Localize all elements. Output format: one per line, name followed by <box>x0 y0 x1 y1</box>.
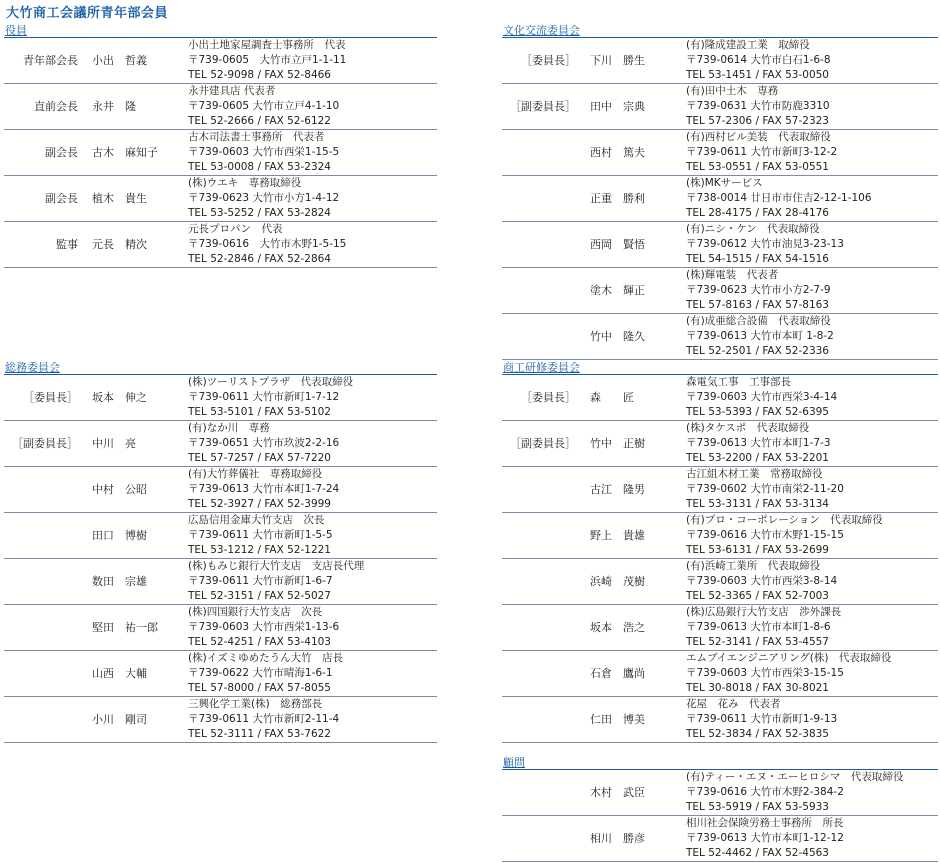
member-row <box>4 222 437 268</box>
member-tel: TEL 57-7257 / FAX 57-7220 <box>188 452 331 464</box>
member-address: 〒739-0611 大竹市新町1-9-13 <box>686 713 838 725</box>
member-address: 〒739-0603 大竹市西栄3-4-14 <box>686 391 838 403</box>
member-role <box>502 770 590 815</box>
section-heading: 顧問 <box>502 756 938 770</box>
member-role <box>4 697 92 742</box>
member-info <box>188 513 333 558</box>
member-company: 相川社会保険労務士事務所 所長 <box>686 817 844 829</box>
member-role <box>4 651 92 696</box>
member-company: 古江組木材工業 常務取締役 <box>686 468 823 480</box>
member-info <box>686 314 834 359</box>
member-company: (株)広島銀行大竹支店 渉外課長 <box>686 606 842 618</box>
member-row <box>4 421 437 467</box>
member-address: 〒739-0602 大竹市南栄2-11-20 <box>686 483 844 495</box>
member-info <box>188 176 339 221</box>
member-role: ［副委員長］ <box>12 437 78 450</box>
member-address: 〒739-0613 大竹市本町1-7-3 <box>686 437 831 449</box>
member-name: 竹中 正樹 <box>590 437 645 450</box>
member-role <box>4 605 92 650</box>
member-name: 西村 篤夫 <box>590 146 645 159</box>
member-info <box>686 816 844 861</box>
member-info <box>686 770 903 815</box>
member-tel: TEL 53-1212 / FAX 52-1221 <box>188 544 331 556</box>
section-officers <box>4 24 437 268</box>
member-role: ［委員長］ <box>521 54 576 67</box>
member-role <box>4 467 92 512</box>
member-company: (有)西村ビル美装 代表取締役 <box>686 131 831 143</box>
member-row <box>502 38 938 84</box>
member-tel: TEL 52-4462 / FAX 52-4563 <box>686 847 829 859</box>
member-role <box>502 513 590 558</box>
member-company: エムブイエンジニアリング(株) 代表取締役 <box>686 652 892 664</box>
member-name: 元長 精次 <box>92 238 147 251</box>
member-name: 小出 哲義 <box>92 54 147 67</box>
member-row <box>502 697 938 743</box>
member-tel: TEL 52-2501 / FAX 52-2336 <box>686 345 829 357</box>
member-role: ［委員長］ <box>23 391 78 404</box>
member-tel: TEL 52-2666 / FAX 52-6122 <box>188 115 331 127</box>
member-info <box>188 38 346 83</box>
member-role: ［委員長］ <box>521 391 576 404</box>
section-commerce-training <box>502 361 938 743</box>
member-name: 浜崎 茂樹 <box>590 575 645 588</box>
member-address: 〒739-0603 大竹市西栄3-8-14 <box>686 575 838 587</box>
member-company: (株)四国銀行大竹支店 次長 <box>188 606 323 618</box>
member-name: 永井 隆 <box>92 100 136 113</box>
member-name: 中川 亮 <box>92 437 136 450</box>
member-info <box>686 130 837 175</box>
member-row <box>502 421 938 467</box>
member-role <box>502 222 590 267</box>
member-info <box>686 559 837 604</box>
member-role <box>4 559 92 604</box>
member-tel: TEL 52-2846 / FAX 52-2864 <box>188 253 331 265</box>
member-tel: TEL 53-1451 / FAX 53-0050 <box>686 69 829 81</box>
member-info <box>188 697 339 742</box>
member-name: 森 匠 <box>590 391 634 404</box>
member-address: 〒739-0603 大竹市西栄3-15-15 <box>686 667 844 679</box>
member-company: (株)輝電装 代表者 <box>686 269 779 281</box>
member-row <box>502 130 938 176</box>
member-role: 監事 <box>56 238 78 251</box>
member-role <box>4 513 92 558</box>
member-name: 西岡 賢悟 <box>590 238 645 251</box>
member-info <box>188 421 339 466</box>
member-row <box>4 651 437 697</box>
member-tel: TEL 28-4175 / FAX 28-4176 <box>686 207 829 219</box>
section-heading: 総務委員会 <box>4 361 437 375</box>
member-company: (有)浜崎工業所 代表取締役 <box>686 560 821 572</box>
member-tel: TEL 52-3834 / FAX 52-3835 <box>686 728 829 740</box>
member-role <box>502 605 590 650</box>
member-tel: TEL 52-9098 / FAX 52-8466 <box>188 69 331 81</box>
member-tel: TEL 53-0551 / FAX 53-0551 <box>686 161 829 173</box>
member-role <box>502 314 590 359</box>
member-role: 副会長 <box>45 192 78 205</box>
member-company: (株)タケスポ 代表取締役 <box>686 422 810 434</box>
member-address: 〒739-0611 大竹市新町3-12-2 <box>686 146 838 158</box>
member-name: 仁田 博美 <box>590 713 645 726</box>
member-tel: TEL 53-5252 / FAX 53-2824 <box>188 207 331 219</box>
member-info <box>686 513 883 558</box>
member-address: 〒739-0603 大竹市西栄1-13-6 <box>188 621 340 633</box>
member-company: 古木司法書士事務所 代表者 <box>188 131 325 143</box>
member-name: 中村 公昭 <box>92 483 147 496</box>
member-name: 古木 麻知子 <box>92 146 158 159</box>
member-tel: TEL 57-2306 / FAX 57-2323 <box>686 115 829 127</box>
member-company: (有)ティー・エヌ・エーヒロシマ 代表取締役 <box>686 771 904 783</box>
member-info <box>686 651 891 696</box>
member-company: 永井建具店 代表者 <box>188 85 276 97</box>
member-name: 堅田 祐一郎 <box>92 621 158 634</box>
member-row <box>502 268 938 314</box>
member-company: (有)なか川 専務 <box>188 422 270 434</box>
member-tel: TEL 30-8018 / FAX 30-8021 <box>686 682 829 694</box>
member-name: 正重 勝利 <box>590 192 645 205</box>
member-info <box>188 222 346 267</box>
member-row <box>502 84 938 130</box>
member-row <box>4 605 437 651</box>
member-company: 森電気工事 工事部長 <box>686 376 791 388</box>
member-tel: TEL 52-3141 / FAX 53-4557 <box>686 636 829 648</box>
member-address: 〒739-0616 大竹市木野2-384-2 <box>686 786 844 798</box>
member-row <box>502 651 938 697</box>
member-info <box>686 697 837 742</box>
member-tel: TEL 54-1515 / FAX 54-1516 <box>686 253 829 265</box>
member-row <box>4 130 437 176</box>
member-name: 植木 貴生 <box>92 192 147 205</box>
member-row <box>502 816 938 862</box>
section-general-affairs <box>4 361 437 743</box>
member-tel: TEL 53-3131 / FAX 53-3134 <box>686 498 829 510</box>
member-company: 広島信用金庫大竹支店 次長 <box>188 514 325 526</box>
member-row <box>502 559 938 605</box>
member-row <box>502 467 938 513</box>
member-role <box>502 816 590 861</box>
member-company: (株)ツーリストプラザ 代表取締役 <box>188 376 354 388</box>
member-row <box>4 513 437 559</box>
member-role: 副会長 <box>45 146 78 159</box>
member-name: 下川 勝生 <box>590 54 645 67</box>
member-info <box>686 421 831 466</box>
member-tel: TEL 53-5393 / FAX 52-6395 <box>686 406 829 418</box>
member-address: 〒739-0611 大竹市新町1-6-7 <box>188 575 333 587</box>
member-row <box>4 176 437 222</box>
member-tel: TEL 52-3365 / FAX 52-7003 <box>686 590 829 602</box>
member-address: 〒739-0613 大竹市本町 1-8-2 <box>686 330 834 342</box>
member-company: 小出土地家屋調査士事務所 代表 <box>188 39 346 51</box>
member-tel: TEL 52-3111 / FAX 53-7622 <box>188 728 331 740</box>
member-company: 三興化学工業(株) 総務部長 <box>188 698 323 710</box>
member-name: 数田 宗雄 <box>92 575 147 588</box>
member-name: 山西 大輔 <box>92 667 147 680</box>
member-address: 〒739-0611 大竹市新町1-5-5 <box>188 529 333 541</box>
member-address: 〒739-0611 大竹市新町1-7-12 <box>188 391 340 403</box>
member-company: (有)隆成建設工業 取締役 <box>686 39 810 51</box>
member-info <box>686 176 872 221</box>
member-role <box>502 559 590 604</box>
member-address: 〒739-0622 大竹市晴海1-6-1 <box>188 667 333 679</box>
member-address: 〒739-0612 大竹市油見3-23-13 <box>686 238 844 250</box>
section-cultural-exchange <box>502 24 938 360</box>
member-address: 〒739-0613 大竹市本町1-8-6 <box>686 621 831 633</box>
member-company: (有)ニシ・ケン 代表取締役 <box>686 223 820 235</box>
member-role <box>502 176 590 221</box>
member-info <box>188 605 339 650</box>
member-address: 〒739-0613 大竹市本町1-12-12 <box>686 832 844 844</box>
member-address: 〒739-0605 大竹市立戸4-1-10 <box>188 100 340 112</box>
member-tel: TEL 53-5101 / FAX 53-5102 <box>188 406 331 418</box>
member-info <box>686 467 844 512</box>
member-row <box>4 467 437 513</box>
member-address: 〒739-0603 大竹市西栄1-15-5 <box>188 146 340 158</box>
member-address: 〒738-0014 廿日市市住吉2-12-1-106 <box>686 192 872 204</box>
member-info <box>188 651 343 696</box>
member-company: (株)もみじ銀行大竹支店 支店長代理 <box>188 560 365 572</box>
member-row <box>502 176 938 222</box>
member-info <box>686 38 831 83</box>
member-row <box>4 697 437 743</box>
member-name: 小川 剛司 <box>92 713 147 726</box>
member-tel: TEL 53-5919 / FAX 53-5933 <box>686 801 829 813</box>
page-title: 大竹商工会議所青年部会員 <box>6 6 169 21</box>
member-role: 直前会長 <box>34 100 78 113</box>
member-row <box>4 38 437 84</box>
member-address: 〒739-0623 大竹市小方1-4-12 <box>188 192 340 204</box>
member-row <box>502 222 938 268</box>
member-info <box>188 559 364 604</box>
member-name: 石倉 鷹尚 <box>590 667 645 680</box>
member-company: (株)ウエキ 専務取締役 <box>188 177 302 189</box>
member-info <box>686 605 841 650</box>
member-row <box>502 375 938 421</box>
member-tel: TEL 53-6131 / FAX 53-2699 <box>686 544 829 556</box>
member-tel: TEL 53-0008 / FAX 53-2324 <box>188 161 331 173</box>
member-row <box>502 513 938 559</box>
member-role: ［副委員長］ <box>510 437 576 450</box>
member-name: 塗木 輝正 <box>590 284 645 297</box>
member-row <box>502 770 938 816</box>
member-info <box>686 222 844 267</box>
member-tel: TEL 57-8163 / FAX 57-8163 <box>686 299 829 311</box>
member-company: (有)プロ・コーポレーション 代表取締役 <box>686 514 883 526</box>
member-info <box>686 375 837 420</box>
member-address: 〒739-0616 大竹市木野1-15-15 <box>686 529 844 541</box>
member-company: 元長プロパン 代表 <box>188 223 283 235</box>
member-role: 青年部会長 <box>23 54 78 67</box>
member-info <box>188 467 339 512</box>
member-tel: TEL 52-4251 / FAX 53-4103 <box>188 636 331 648</box>
member-address: 〒739-0623 大竹市小方2-7-9 <box>686 284 831 296</box>
member-name: 田中 宗典 <box>590 100 645 113</box>
member-role <box>502 268 590 313</box>
section-advisors <box>502 756 938 862</box>
member-role <box>502 130 590 175</box>
member-company: (有)大竹葬儀社 専務取締役 <box>188 468 323 480</box>
member-address: 〒739-0616 大竹市木野1-5-15 <box>188 238 347 250</box>
member-name: 野上 貴雄 <box>590 529 645 542</box>
member-company: (有)成亜総合設備 代表取締役 <box>686 315 831 327</box>
member-row <box>4 375 437 421</box>
member-row <box>4 559 437 605</box>
member-info <box>188 84 339 129</box>
member-info <box>686 268 831 313</box>
member-name: 相川 勝彦 <box>590 832 645 845</box>
member-tel: TEL 52-3151 / FAX 52-5027 <box>188 590 331 602</box>
member-name: 古江 隆男 <box>590 483 645 496</box>
section-heading: 役員 <box>4 24 437 38</box>
member-row <box>502 605 938 651</box>
member-info <box>188 130 339 175</box>
member-address: 〒739-0611 大竹市新町2-11-4 <box>188 713 340 725</box>
member-name: 田口 博樹 <box>92 529 147 542</box>
member-name: 坂本 伸之 <box>92 391 147 404</box>
member-company: (有)田中土木 専務 <box>686 85 779 97</box>
member-address: 〒739-0605 大竹市立戸1-1-11 <box>188 54 347 66</box>
member-role <box>502 467 590 512</box>
member-company: (株)イズミゆめたうん大竹 店長 <box>188 652 344 664</box>
member-company: (株)MKサービス <box>686 177 763 189</box>
member-name: 竹中 隆久 <box>590 330 645 343</box>
member-tel: TEL 53-2200 / FAX 53-2201 <box>686 452 829 464</box>
member-address: 〒739-0613 大竹市本町1-7-24 <box>188 483 340 495</box>
member-address: 〒739-0614 大竹市白石1-6-8 <box>686 54 831 66</box>
member-name: 木村 武臣 <box>590 786 645 799</box>
member-name: 坂本 浩之 <box>590 621 645 634</box>
section-heading: 商工研修委員会 <box>502 361 938 375</box>
member-company: 花屋 花み 代表者 <box>686 698 781 710</box>
member-info <box>188 375 353 420</box>
member-row <box>502 314 938 360</box>
member-address: 〒739-0651 大竹市玖波2-2-16 <box>188 437 340 449</box>
member-row <box>4 84 437 130</box>
member-role <box>502 651 590 696</box>
section-heading: 文化交流委員会 <box>502 24 938 38</box>
member-info <box>686 84 830 129</box>
member-role: ［副委員長］ <box>510 100 576 113</box>
member-tel: TEL 52-3927 / FAX 52-3999 <box>188 498 331 510</box>
member-tel: TEL 57-8000 / FAX 57-8055 <box>188 682 331 694</box>
member-address: 〒739-0631 大竹市防鹿3310 <box>686 100 830 112</box>
member-role <box>502 697 590 742</box>
